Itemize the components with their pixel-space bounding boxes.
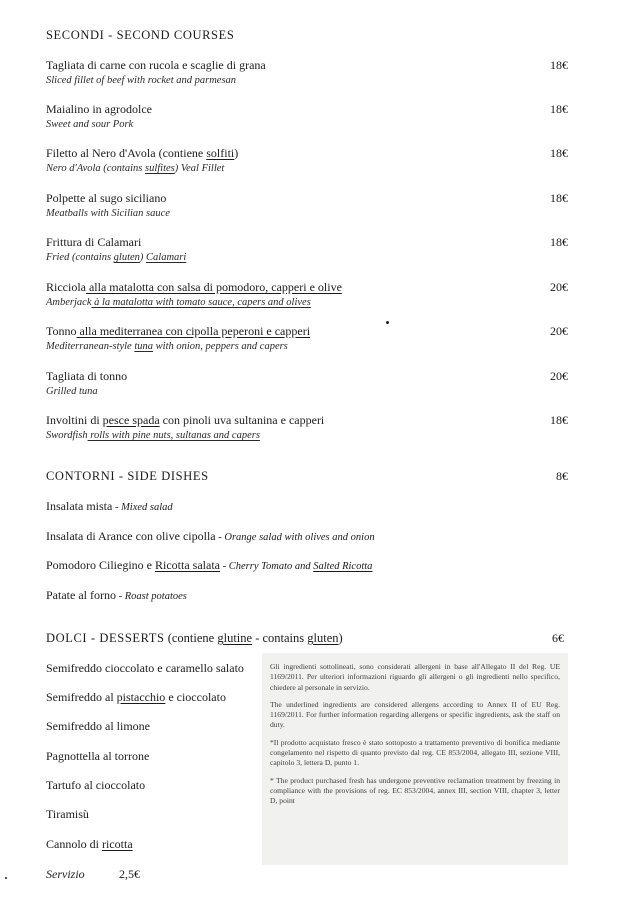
contorni-item-name [46, 499, 112, 513]
dolci-item-text: Pagnottella al torrone [46, 749, 150, 763]
contorni-item-name-text: Insalata di Arance con olive cipolla [46, 529, 216, 543]
contorni-item [46, 499, 173, 514]
secondi-item-price: 20€ [550, 280, 568, 294]
dolci-price: 6€ [552, 631, 564, 645]
dolci-item-allergen: pistacchio [116, 690, 166, 704]
secondi-item-price: 18€ [550, 191, 568, 205]
secondi-item-translation-text: Sweet and sour Pork [46, 119, 134, 130]
allergen-notes-box [262, 653, 568, 865]
contorni-item-name-allergen: Ricotta salata [155, 558, 220, 572]
dolci-item-text: Semifreddo al limone [46, 719, 150, 733]
contorni-item-name-text: Insalata mista [46, 499, 113, 513]
contorni-separator: - [115, 591, 125, 602]
secondi-item-translation [46, 430, 260, 441]
secondi-item-translation-text: ) [139, 252, 147, 263]
secondi-item-translation-allergen: Calamari [146, 252, 187, 263]
contorni-price: 8€ [556, 469, 568, 483]
dolci-item [46, 719, 150, 734]
secondi-item-name-text: Polpette al sugo siciliano [46, 191, 167, 205]
contorni-item-translation-text: Cherry Tomato and [228, 561, 314, 572]
dolci-item-text: Semifreddo al [46, 690, 117, 704]
secondi-item-translation-text: Meatballs with Sicilian sauce [46, 208, 170, 219]
secondi-item-price: 18€ [550, 58, 568, 72]
contorni-item-translation-text: Orange salad with olives and onion [224, 532, 375, 543]
servizio-price: 2,5€ [119, 867, 140, 881]
secondi-item-translation-allergen: gluten [113, 252, 140, 263]
secondi-item-name [46, 58, 266, 73]
secondi-item-name-text: Tagliata di tonno [46, 369, 128, 383]
contorni-item-name-text: Pomodoro Ciliegino e [46, 558, 155, 572]
dolci-note-allergen: glutine [217, 631, 253, 645]
dolci-item-text: Tiramisù [46, 807, 89, 821]
secondi-item-name-allergen: pesce spada [102, 413, 160, 427]
contorni-item [46, 588, 187, 603]
contorni-item-translation [224, 532, 374, 543]
secondi-item-translation-text: Amberjack [46, 297, 92, 308]
contorni-item-name-text: Patate al forno [46, 588, 116, 602]
dolci-item-allergen: ricotta [102, 837, 133, 851]
secondi-item-name-allergen: solfiti [206, 146, 235, 160]
secondi-item-translation-text: with onion, peppers and capers [153, 341, 288, 352]
secondi-item-name-text: Ricciola [46, 280, 86, 294]
contorni-item-name [46, 529, 216, 543]
secondi-item-translation [46, 119, 133, 130]
secondi-item-price: 20€ [550, 369, 568, 383]
secondi-item-price: 20€ [550, 324, 568, 338]
dolci-item [46, 690, 226, 705]
secondi-item-name [46, 413, 324, 428]
note-it-freezing: *Il prodotto acquistato fresco è stato sottoposto a trattamento preventivo di bonifica mediante congelamento nel rispetto di quanto previsto dal reg. CE 853/2004, allegato III, sezione VIII, capitolo 3, lettera D, punto 1. [270, 737, 560, 768]
secondi-title: SECONDI - SECOND COURSES [46, 28, 235, 42]
dolci-note-allergen: gluten [307, 631, 339, 645]
secondi-item-name [46, 191, 166, 206]
contorni-separator: - [219, 561, 229, 572]
contorni-item [46, 558, 372, 573]
secondi-item-translation [46, 386, 98, 397]
servizio-label: Servizio [46, 867, 85, 881]
secondi-item-price: 18€ [550, 413, 568, 427]
secondi-item-name-text: Frittura di Calamari [46, 235, 142, 249]
secondi-item-translation [46, 341, 288, 352]
dolci-note-text: - contains [252, 631, 308, 645]
secondi-item-name [46, 369, 127, 384]
secondi-item-name-allergen: alla mediterranea con cipolla peperoni e capperi [76, 324, 311, 338]
secondi-item-price: 18€ [550, 235, 568, 249]
dolci-title-text: DOLCI - DESSERTS [46, 631, 165, 645]
secondi-item-translation-text: Fried (contains [46, 252, 114, 263]
note-en-freezing: * The product purchased fresh has undergone preventive reclamation treatment by freezing in compliance with the provisions of reg. EC 853/2004, annex III, section VIII, chapter 3, letter D, point [270, 775, 560, 806]
dolci-title [46, 631, 343, 646]
dolci-item-text: Cannolo di [46, 837, 102, 851]
secondi-item-translation-text: Sliced fillet of beef with rocket and parmesan [46, 75, 237, 86]
contorni-item-translation [229, 561, 373, 572]
contorni-title: CONTORNI - SIDE DISHES [46, 469, 209, 483]
dolci-item [46, 749, 149, 764]
secondi-item-name-allergen: alla matalotta con salsa di pomodoro, capperi e olive [85, 280, 342, 294]
secondi-item-translation [46, 75, 236, 86]
secondi-item-name-text: con pinoli uva sultanina e capperi [159, 413, 325, 427]
contorni-item-translation-allergen: Salted Ricotta [313, 561, 373, 572]
note-en-allergens: The underlined ingredients are considered allergens according to Annex II of EU Reg. 1169/2011. For further information regarding allergens or specific ingredients, ask the staff on duty. [270, 699, 560, 730]
dolci-item [46, 807, 89, 822]
secondi-item-name [46, 102, 152, 117]
contorni-item-translation-text: Mixed salad [121, 502, 173, 513]
scan-mark [5, 877, 7, 879]
secondi-item-translation [46, 297, 311, 308]
secondi-item-name-text: Filetto al Nero d'Avola (contiene [46, 146, 207, 160]
secondi-item-name-text: Involtini di [46, 413, 103, 427]
secondi-item-translation-text: ) Veal Fillet [174, 163, 225, 174]
contorni-item-translation-text: Roast potatoes [124, 591, 187, 602]
contorni-item-name [46, 588, 116, 602]
secondi-item-translation-allergen: tuna [134, 341, 154, 352]
secondi-item-name-text: ) [234, 146, 239, 160]
dolci-item-text: Semifreddo cioccolato e caramello salato [46, 661, 244, 675]
secondi-item-name-text: Tagliata di carne con rucola e scaglie di grana [46, 58, 266, 72]
secondi-item-translation-text: Swordfish [46, 430, 88, 441]
contorni-item-name [46, 558, 220, 572]
secondi-item-translation-text: Grilled tuna [46, 386, 98, 397]
note-it-allergens: Gli ingredienti sottolineati, sono considerati allergeni in base all'Allegato II del Reg. UE 1169/2011. Per ulteriori informazioni riguardo gli allergeni o gli ingredienti nello specifico, chiedere al personale in servizio. [270, 662, 560, 692]
contorni-separator: - [112, 502, 122, 513]
dolci-item-text: Tartufo al cioccolato [46, 778, 146, 792]
dolci-item [46, 837, 133, 852]
dolci-item-text: e cioccolato [165, 690, 226, 704]
secondi-item-translation-allergen: sulfites [144, 163, 175, 174]
secondi-item-translation-allergen: à la matalotta with tomato sauce, capers and olives [91, 297, 311, 308]
dolci-note-text: (contiene [164, 631, 218, 645]
contorni-item [46, 529, 375, 544]
secondi-item-translation-allergen: rolls with pine nuts, sultanas and capers [87, 430, 260, 441]
scan-mark [386, 321, 389, 324]
secondi-item-translation [46, 252, 186, 263]
secondi-item-translation-text: Nero d'Avola (contains [46, 163, 145, 174]
secondi-item-name [46, 235, 141, 250]
dolci-item [46, 661, 244, 676]
secondi-item-price: 18€ [550, 146, 568, 160]
contorni-item-translation [125, 591, 187, 602]
secondi-item-name-text: Tonno [46, 324, 77, 338]
dolci-note-text: ) [338, 631, 343, 645]
secondi-item-name [46, 280, 342, 295]
secondi-item-translation [46, 208, 170, 219]
dolci-item [46, 778, 145, 793]
secondi-item-price: 18€ [550, 102, 568, 116]
contorni-separator: - [215, 532, 225, 543]
secondi-item-translation-text: Mediterranean-style [46, 341, 135, 352]
secondi-item-translation [46, 163, 224, 174]
dolci-allergen-note [165, 631, 343, 645]
contorni-item-translation [121, 502, 173, 513]
secondi-item-name [46, 324, 310, 339]
secondi-item-name [46, 146, 238, 161]
secondi-item-name-text: Maialino in agrodolce [46, 102, 152, 116]
